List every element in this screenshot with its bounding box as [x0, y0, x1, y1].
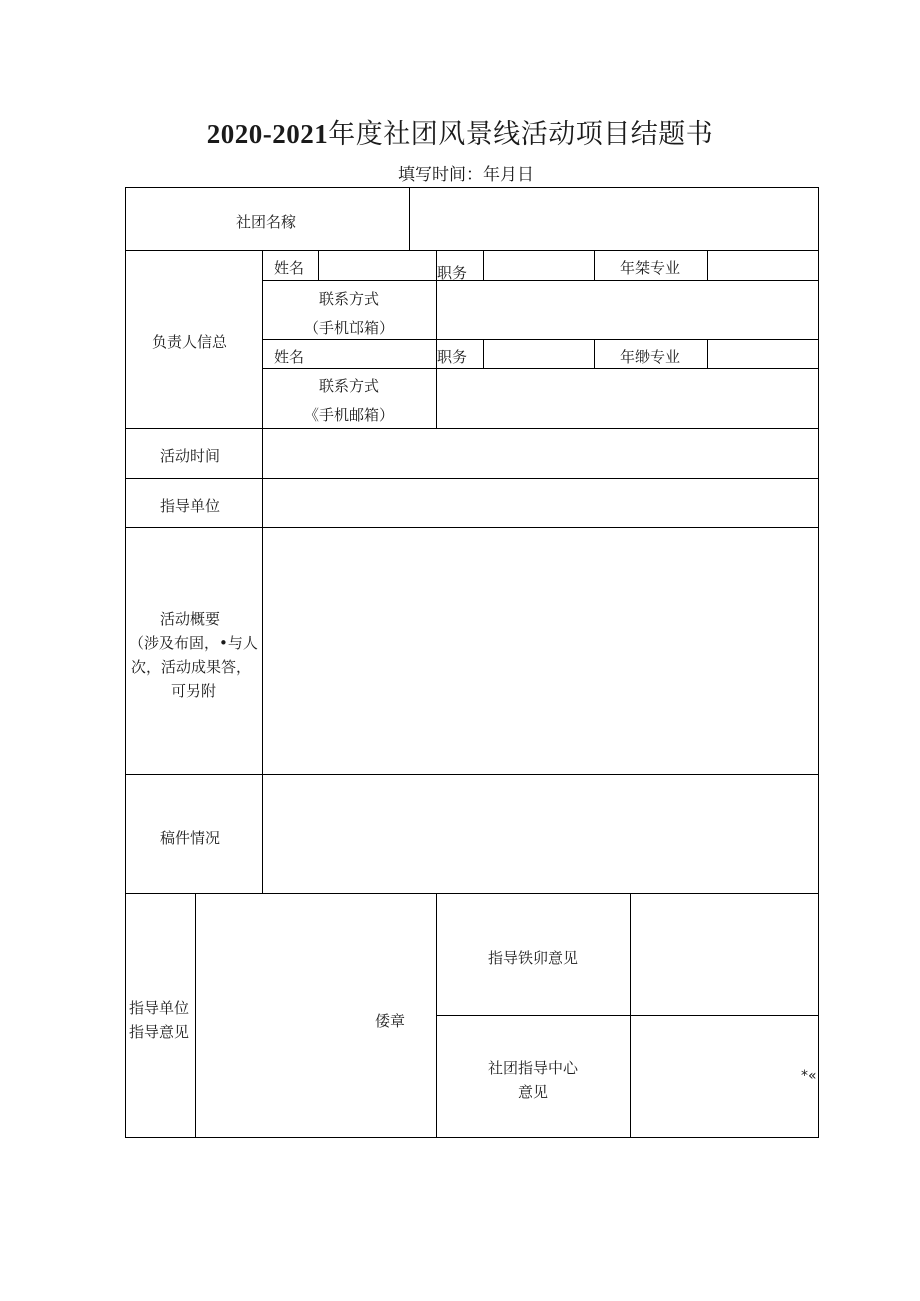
leader1-contact-label: 联系方式: [318, 290, 379, 308]
activity-time-field[interactable]: [263, 429, 818, 478]
teacher-opinion-field[interactable]: [631, 894, 818, 1015]
leader2-grade-label: 年缈专业: [620, 348, 681, 366]
leader2-name-label: 姓名: [274, 348, 305, 366]
leader2-position-label: 职务: [437, 348, 468, 366]
leader1-name-field[interactable]: [319, 251, 436, 280]
guide-opinion-label: 指导单位: [129, 999, 190, 1017]
summary-note-3: 可另附: [171, 682, 217, 700]
border-bottom: [125, 1137, 819, 1138]
teacher-opinion-label: 指导铁卯意见: [487, 949, 578, 967]
border-right: [818, 187, 819, 1138]
leader-info-label: 负责人信总: [152, 333, 228, 351]
center-opinion-field[interactable]: [631, 1016, 818, 1137]
title-text: 年度社团风景线活动项目结题书: [328, 119, 714, 150]
center-opinion-label: 社团指导中心: [487, 1059, 578, 1077]
leader1-contact-sub: （手机邙箱）: [303, 319, 394, 337]
seal-label: 倭章: [375, 1012, 406, 1030]
document-title: [0, 112, 920, 151]
divider: [594, 250, 595, 280]
divider: [594, 339, 595, 369]
leader2-position-field[interactable]: [484, 340, 594, 368]
activity-time-label: 活动时间: [160, 447, 221, 465]
manuscript-field[interactable]: [263, 775, 818, 893]
center-opinion-sub: 意见: [517, 1083, 548, 1101]
manuscript-label: 稿件情况: [160, 829, 221, 847]
leader2-contact-label: 联系方式: [318, 377, 379, 395]
leader2-name-field[interactable]: [263, 340, 436, 368]
corner-mark: *«: [801, 1068, 817, 1084]
leader1-position-label: 职务: [437, 264, 468, 282]
club-name-field[interactable]: [410, 188, 818, 250]
leader1-grade-label: 年桀专业: [620, 259, 681, 277]
guide-opinion-sub: 指导意见: [129, 1023, 190, 1041]
leader1-grade-field[interactable]: [708, 251, 818, 280]
border-left: [125, 187, 126, 1138]
fill-date: 填写时间：年月日: [398, 165, 534, 185]
leader2-contact-field[interactable]: [437, 369, 818, 428]
guide-unit-field[interactable]: [263, 479, 818, 527]
leader2-contact-sub: 《手机邮箱）: [303, 406, 394, 424]
summary-label: 活动概要: [160, 610, 221, 628]
leader2-grade-field[interactable]: [708, 340, 818, 368]
title-year: 2020-2021: [206, 119, 329, 149]
summary-field[interactable]: [263, 528, 818, 774]
leader1-position-field[interactable]: [484, 251, 594, 280]
leader1-name-label: 姓名: [274, 259, 305, 277]
club-name-label: 社团名稼: [236, 213, 297, 231]
leader1-contact-field[interactable]: [437, 281, 818, 339]
summary-note-1: （涉及布固，•与人: [129, 634, 258, 652]
guide-unit-label: 指导单位: [160, 497, 221, 515]
summary-note-2: 次，活动成果答，: [131, 658, 252, 676]
